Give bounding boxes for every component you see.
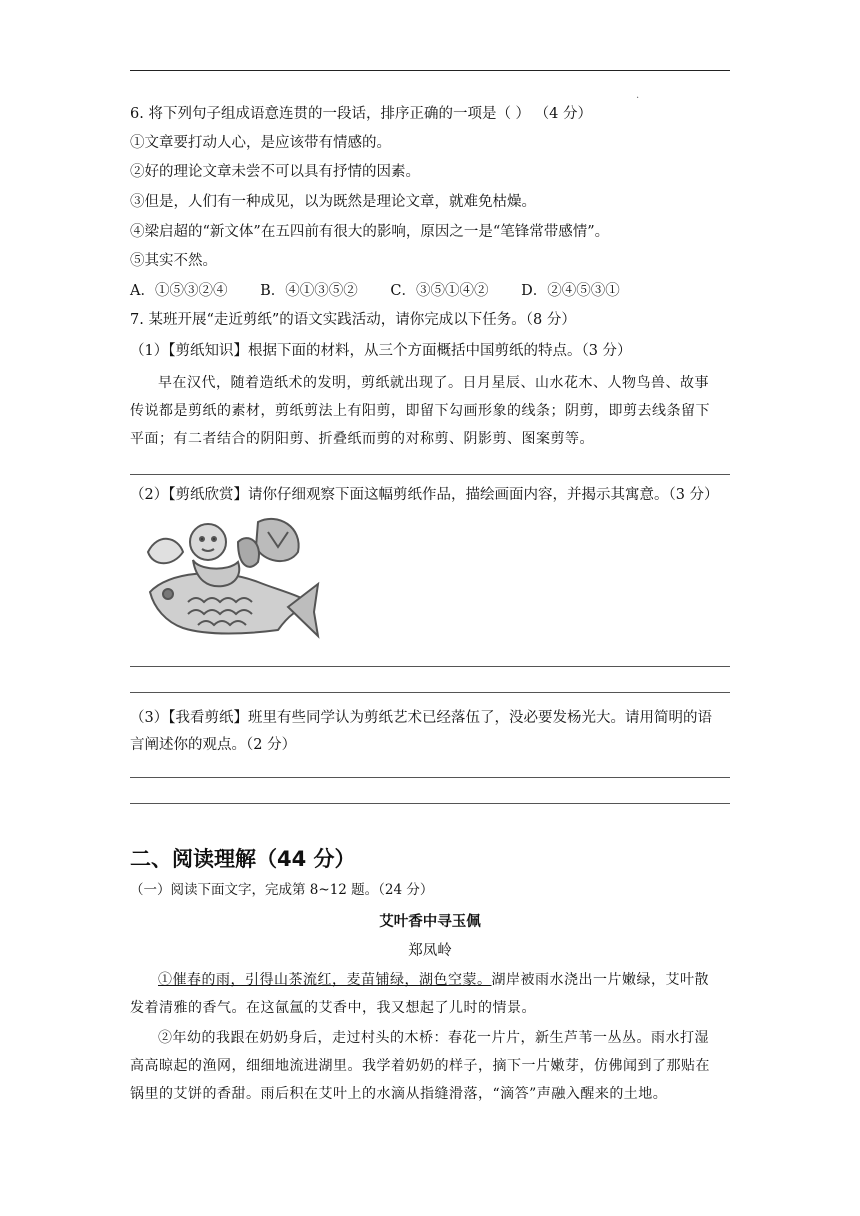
section-2-sub1: （一）阅读下面文字，完成第 8~12 题。（24 分）	[130, 882, 434, 898]
answer-line-1[interactable]	[130, 474, 730, 475]
q6-option-c[interactable]: C．③⑤①④②	[390, 283, 489, 299]
q6-prompt: 6. 将下列句子组成语意连贯的一段话，排序正确的一项是（ ） （4 分）	[130, 106, 592, 122]
q7-part1-passage-line-3: 平面；有二者结合的阴阳剪、折叠纸而剪的对称剪、阴影剪、图案剪等。	[130, 431, 594, 447]
header-rule	[130, 70, 730, 71]
q6-sentence-2: ②好的理论文章未尝不可以具有抒情的因素。	[130, 164, 420, 180]
section-2-title: 二、阅读理解（44 分）	[130, 847, 356, 871]
header-dot: .	[636, 90, 640, 101]
article-paragraph-2-line-2: 高高晾起的渔网，细细地流进湖里。我学着奶奶的样子，摘下一片嫩芽，仿佛闻到了那贴在	[130, 1058, 710, 1074]
answer-line-2[interactable]	[130, 666, 730, 667]
q6-sentence-5: ⑤其实不然。	[130, 253, 217, 269]
q7-part3-prompt-line-2: 言阐述你的观点。（2 分）	[130, 737, 297, 753]
q7-part3-prompt-line-1: （3）【我看剪纸】班里有些同学认为剪纸艺术已经落伍了，没必要发杨光大。请用简明的语	[130, 710, 712, 726]
q7-part1-prompt: （1）【剪纸知识】根据下面的材料，从三个方面概括中国剪纸的特点。（3 分）	[130, 343, 632, 359]
q6-option-a[interactable]: A．①⑤③②④	[130, 283, 228, 299]
article-paragraph-2-line-3: 锅里的艾饼的香甜。雨后积在艾叶上的水滴从指缝滑落，“滴答”声融入醒来的土地。	[130, 1086, 668, 1102]
paragraph-1-rest: 湖岸被雨水浇出一片嫩绿，艾叶散	[491, 972, 709, 988]
q6-sentence-3: ③但是，人们有一种成见，以为既然是理论文章，就难免枯燥。	[130, 194, 536, 210]
paper-cut-boy-on-carp-icon	[138, 512, 320, 640]
article-paragraph-2-line-1: ②年幼的我跟在奶奶身后，走过村头的木桥：春花一片片，新生芦苇一丛丛。雨水打湿	[158, 1030, 709, 1046]
answer-line-4[interactable]	[130, 777, 730, 778]
article-author: 郑凤岭	[408, 943, 452, 959]
q7-part2-prompt: （2）【剪纸欣赏】请你仔细观察下面这幅剪纸作品，描绘画面内容，并揭示其寓意。（3 分）	[130, 487, 719, 503]
article-paragraph-1-line-2: 发着清雅的香气。在这氤氲的艾香中，我又想起了儿时的情景。	[130, 1000, 536, 1016]
q6-sentence-4: ④梁启超的“新文体”在五四前有很大的影响，原因之一是“笔锋常带感情”。	[130, 224, 610, 240]
article-title: 艾叶香中寻玉佩	[379, 913, 481, 930]
q6-option-b[interactable]: B．④①③⑤②	[260, 283, 358, 299]
q7-part1-passage-line-2: 传说都是剪纸的素材，剪纸剪法上有阳剪，即留下勾画形象的线条；阴剪，即剪去线条留下	[130, 403, 710, 419]
q7-prompt: 7. 某班开展“走近剪纸”的语文实践活动，请你完成以下任务。（8 分）	[130, 312, 576, 328]
underlined-sentence: ①催春的雨，引得山茶流红，麦苗铺绿，湖色空蒙。	[158, 972, 492, 988]
q6-options	[130, 281, 648, 301]
answer-line-3[interactable]	[130, 692, 730, 693]
answer-line-5[interactable]	[130, 803, 730, 804]
q7-part1-passage-line-1: 早在汉代，随着造纸术的发明，剪纸就出现了。日月星辰、山水花木、人物鸟兽、故事	[158, 375, 709, 391]
article-paragraph-1-line-1	[130, 966, 730, 994]
q6-sentence-1: ①文章要打动人心，是应该带有情感的。	[130, 135, 391, 151]
q6-option-d[interactable]: D．②④⑤③①	[521, 283, 620, 299]
